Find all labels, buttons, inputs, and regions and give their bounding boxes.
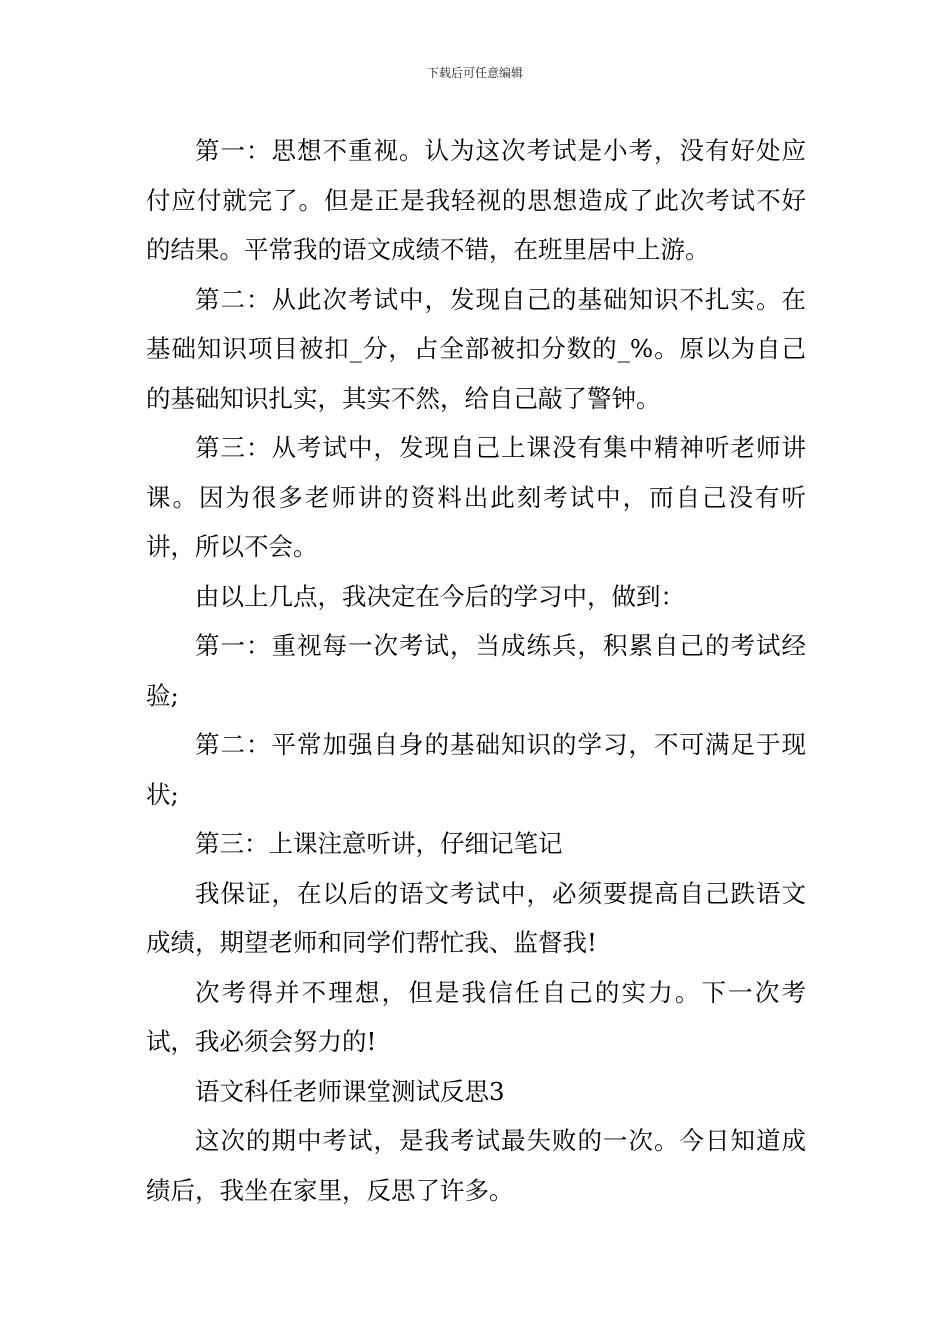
paragraph-8: 我保证，在以后的语文考试中，必须要提高自己跌语文成绩，期望老师和同学们帮忙我、监督我! bbox=[146, 878, 806, 957]
paragraph-5: 第一：重视每一次考试，当成练兵，积累自己的考试经验; bbox=[146, 631, 806, 710]
paragraph-1: 第一：思想不重视。认为这次考试是小考，没有好处应付应付就完了。但是正是我轻视的思想造成了此次考试不好的结果。平常我的语文成绩不错，在班里居中上游。 bbox=[146, 136, 806, 264]
paragraph-7: 第三：上课注意听讲，仔细记笔记 bbox=[195, 829, 563, 858]
header-note: 下载后可任意编辑 bbox=[426, 66, 523, 80]
paragraph-6: 第二：平常加强自身的基础知识的学习，不可满足于现状; bbox=[146, 730, 806, 809]
paragraph-2: 第二：从此次考试中，发现自己的基础知识不扎实。在基础知识项目被扣_分，占全部被扣分数的_%。原以为自己的基础知识扎实，其实不然，给自己敲了警钟。 bbox=[146, 284, 806, 413]
document-body bbox=[146, 126, 806, 1215]
paragraph-9: 次考得并不理想，但是我信任自己的实力。下一次考试，我必须会努力的! bbox=[146, 977, 806, 1056]
paragraph-3: 第三：从考试中，发现自己上课没有集中精神听老师讲课。因为很多老师讲的资料出此刻考试中，而自己没有听讲，所以不会。 bbox=[146, 433, 806, 561]
paragraph-4: 由以上几点，我决定在今后的学习中，做到： bbox=[195, 581, 685, 611]
section-heading: 语文科任老师课堂测试反思3 bbox=[195, 1076, 505, 1106]
paragraph-10: 这次的期中考试，是我考试最失败的一次。今日知道成绩后，我坐在家里，反思了许多。 bbox=[146, 1126, 806, 1205]
